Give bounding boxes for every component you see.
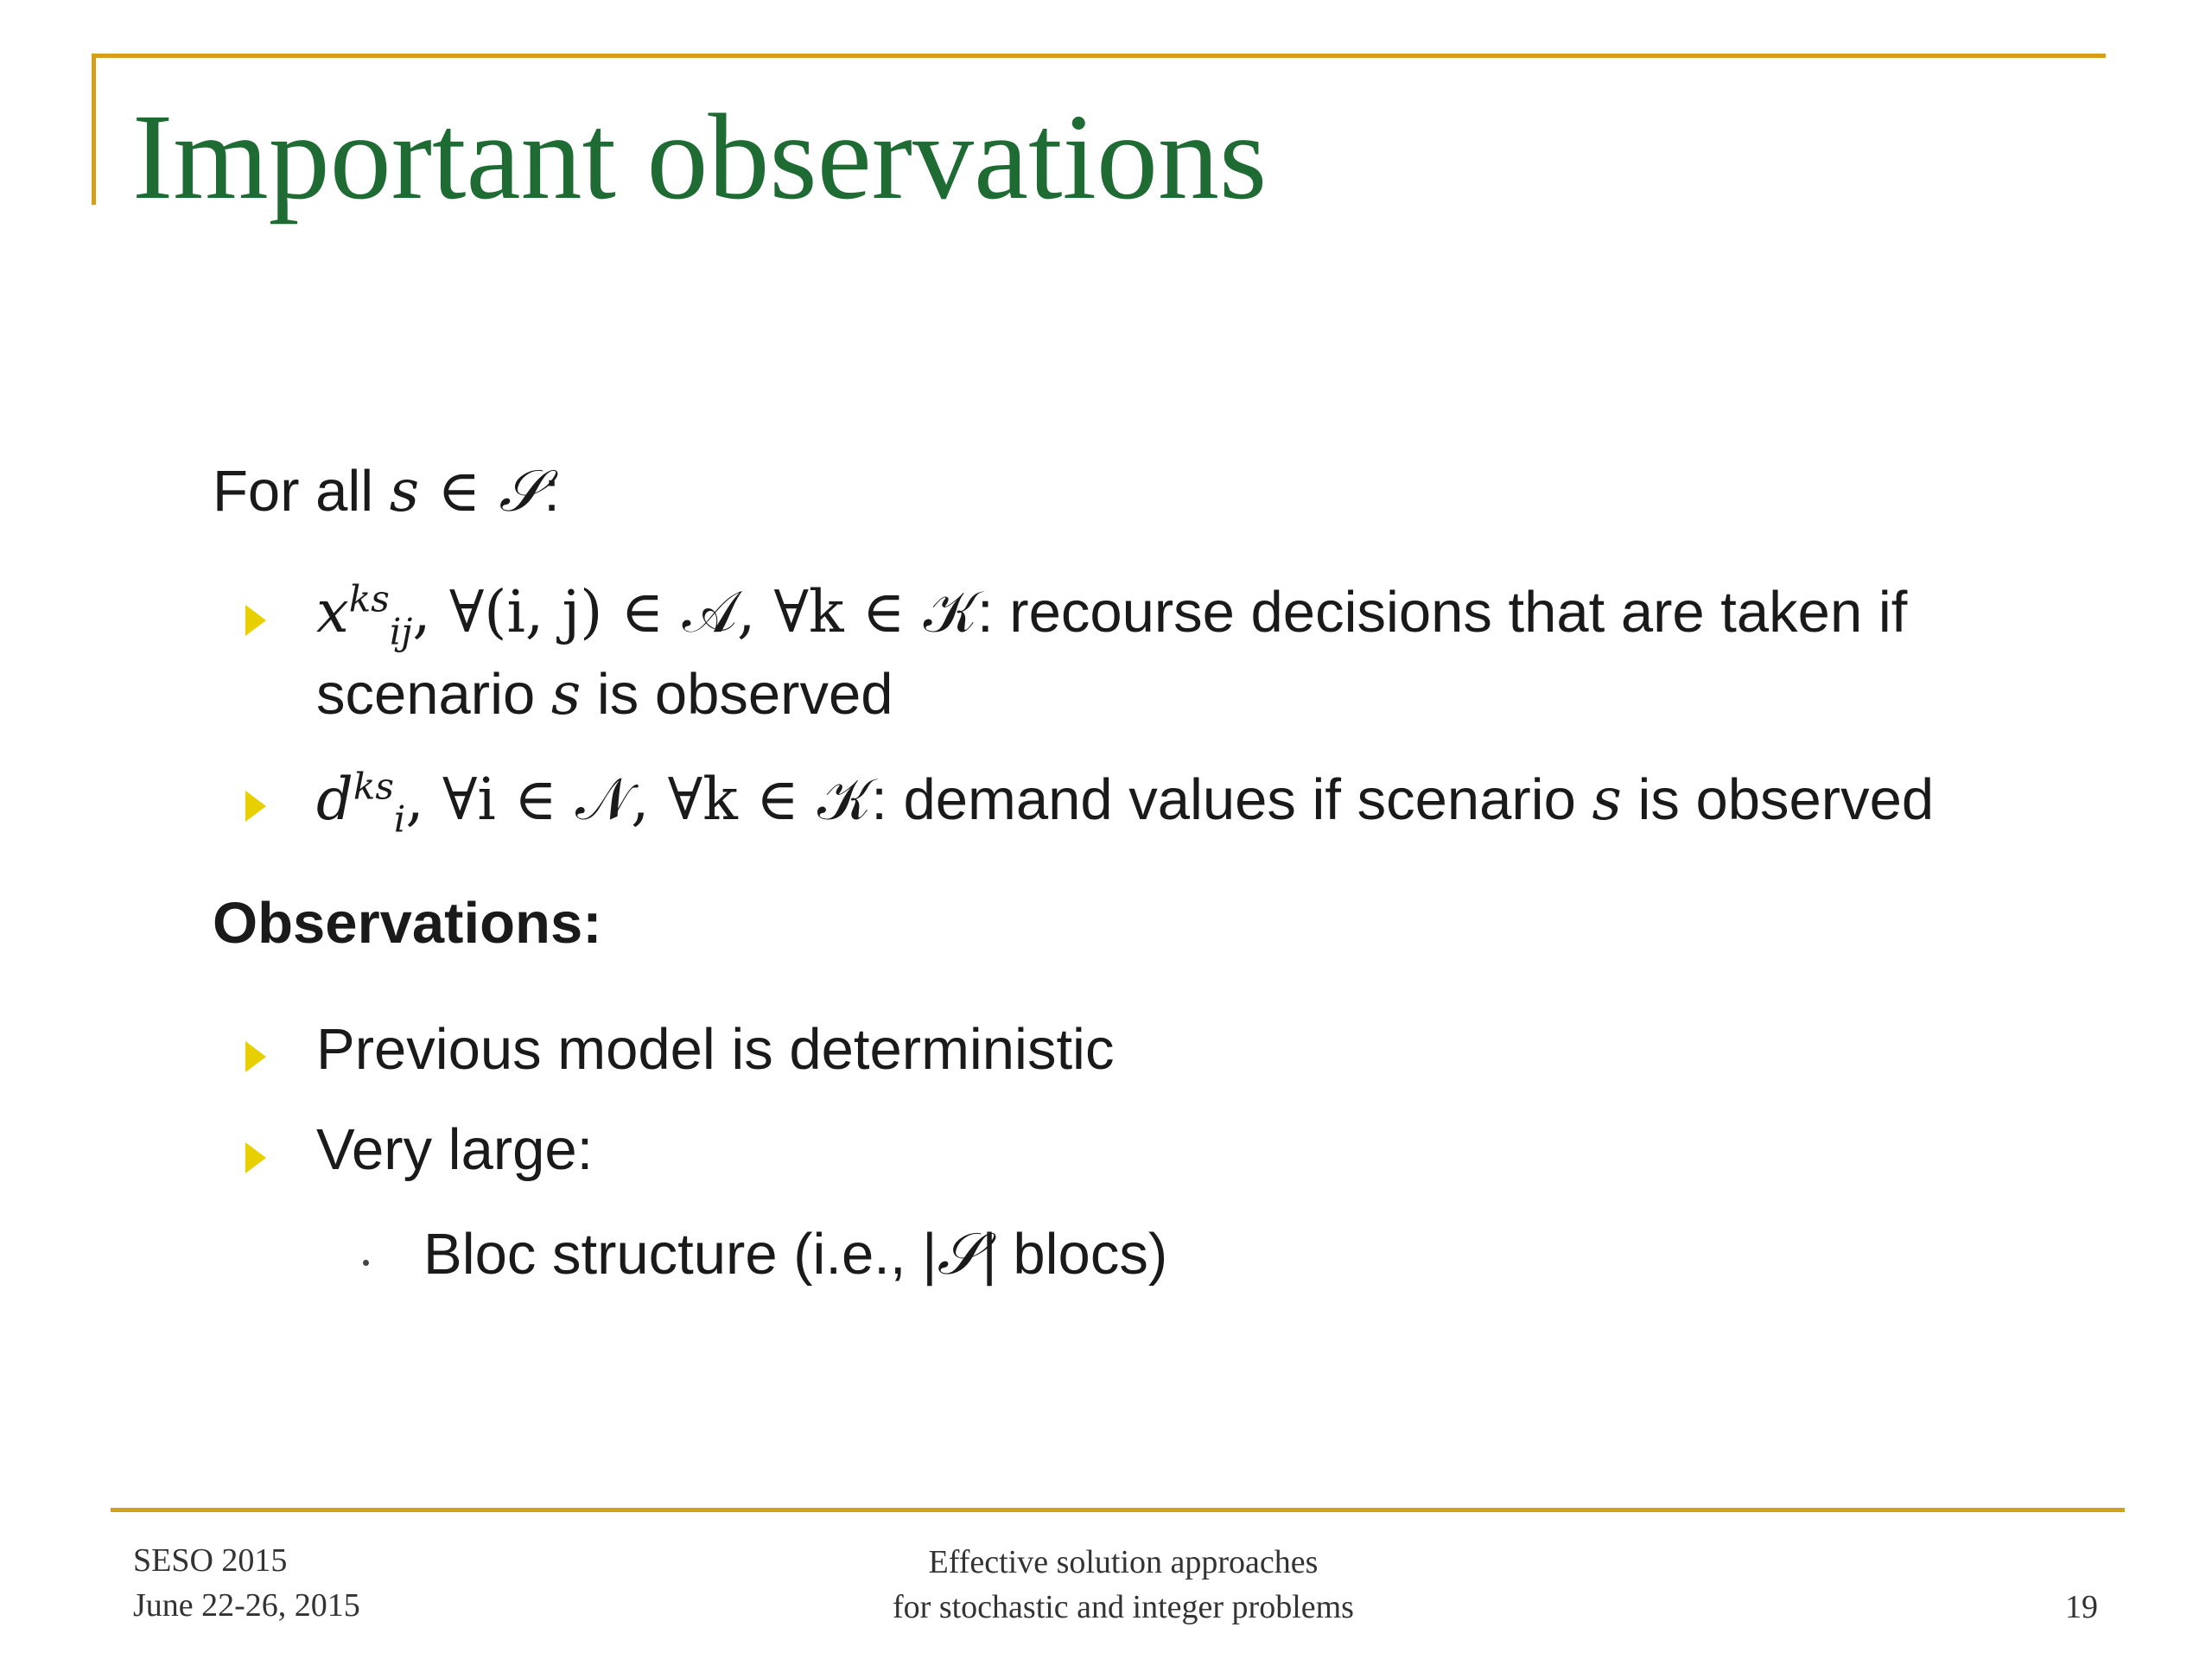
footer-center [864, 1540, 1382, 1630]
for-all-line [213, 457, 560, 524]
definition-recourse-continuation [316, 660, 893, 728]
continuation-suffix: is observed [581, 662, 893, 727]
slide-title: Important observations [132, 88, 1268, 225]
bullet-icon [245, 1142, 266, 1173]
sub-observation-suffix: | blocs) [982, 1222, 1168, 1287]
math-sup: ks [353, 765, 394, 808]
definition-text-suffix: is observed [1621, 767, 1935, 832]
math-quantifiers: , ∀(i, j) ∈ 𝒜, ∀k ∈ 𝒦 [412, 578, 978, 645]
bullet-icon [245, 791, 266, 822]
footer-conference: SESO 2015 [133, 1542, 288, 1579]
sub-bullet-dot [363, 1260, 369, 1266]
footer-left [133, 1538, 360, 1628]
observation-item: Previous model is deterministic [316, 1017, 1115, 1082]
for-all-prefix: For all [213, 459, 390, 524]
math-var-d: d [316, 766, 353, 833]
math-var-x: x [316, 578, 349, 645]
sub-observation-item [423, 1220, 1168, 1287]
page-number: 19 [2065, 1589, 2098, 1625]
math-sup: ks [348, 577, 390, 620]
footer-divider [111, 1508, 2125, 1512]
definition-demand [316, 765, 1935, 841]
observations-heading: Observations: [213, 891, 602, 956]
sub-observation-prefix: Bloc structure (i.e., | [423, 1222, 938, 1287]
for-all-math: s ∈ 𝒮 [389, 457, 544, 524]
footer-course-line1: Effective solution approaches [928, 1544, 1319, 1580]
observation-item: Very large: [316, 1117, 594, 1182]
definition-recourse [316, 577, 1908, 653]
top-border-line [92, 54, 2106, 58]
math-sub: i [393, 798, 406, 841]
math-quantifiers: , ∀i ∈ 𝒩, ∀k ∈ 𝒦 [405, 766, 872, 833]
continuation-prefix: scenario [316, 662, 551, 727]
left-border-line [92, 54, 96, 205]
definition-text: : recourse decisions that are taken if [977, 580, 1908, 645]
continuation-math: s [550, 660, 582, 728]
footer-course-line2: for stochastic and integer problems [893, 1589, 1354, 1625]
footer-dates: June 22-26, 2015 [133, 1587, 360, 1624]
definition-text-prefix: : demand values if scenario [871, 767, 1592, 832]
bullet-icon [245, 605, 266, 636]
math-sub: ij [389, 610, 413, 653]
for-all-suffix: : [543, 459, 560, 524]
sub-observation-math: 𝒮 [937, 1220, 982, 1287]
bullet-icon [245, 1041, 266, 1072]
definition-text-math: s [1592, 766, 1622, 833]
